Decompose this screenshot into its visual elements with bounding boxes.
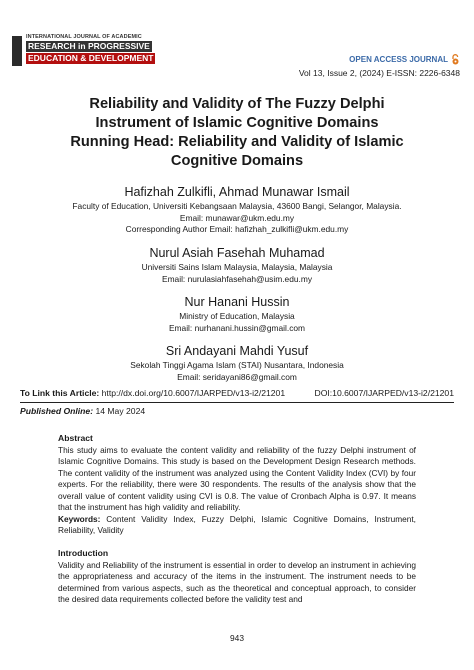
abstract-text: This study aims to evaluate the content validity and reliability of the fuzzy Delphi instrument of Islamic Cognitive Domains. This study is based on the Development Design Research methods. The content validity of the instrument was analyzed using the Content Validity Index (CVI) by four experts. For the reliability, there were 30 respondents. The results of the analysis show that the overall value of content validity using CVI is 0.8. The value of Cronbach Alpha is 0.97. It means that the instrument has high validity and reliability. xyxy=(58,444,416,512)
link-label: To Link this Article: xyxy=(20,388,100,398)
doi[interactable]: DOI:10.6007/IJARPED/v13-i2/21201 xyxy=(314,388,454,398)
author-name: Nurul Asiah Fasehah Muhamad xyxy=(149,246,325,260)
volume-issue: Vol 13, Issue 2, (2024) E-ISSN: 2226-6348 xyxy=(298,68,460,78)
logo-line-2: RESEARCH in PROGRESSIVE xyxy=(28,41,150,51)
email-line: Corresponding Author Email: hafizhah_zulkifli@ukm.edu.my xyxy=(125,224,349,234)
logo-line-3: EDUCATION & DEVELOPMENT xyxy=(28,53,154,63)
logo-bar xyxy=(12,36,22,66)
published-label: Published Online: xyxy=(20,406,94,416)
affiliation-line: Sekolah Tinggi Agama Islam (STAI) Nusantara, Indonesia xyxy=(130,360,344,370)
page-number: 943 xyxy=(230,633,244,643)
title-line: Cognitive Domains xyxy=(170,153,304,169)
email-line: Email: munawar@ukm.edu.my xyxy=(179,212,295,223)
email-line: Email: nurulasiahfasehah@usim.edu.my xyxy=(161,273,313,284)
author-name: Sri Andayani Mahdi Yusuf xyxy=(165,344,309,358)
logo-line-1: INTERNATIONAL JOURNAL OF ACADEMIC xyxy=(26,34,142,40)
published-date: 14 May 2024 xyxy=(95,406,146,416)
article-url[interactable]: http://dx.doi.org/10.6007/IJARPED/v13-i2/21201 xyxy=(101,388,286,398)
open-access-text: OPEN ACCESS JOURNAL xyxy=(349,55,448,64)
abstract-section xyxy=(58,433,416,537)
introduction-text: Validity and Reliability of the instrument is essential in order to develop an instrument in achieving the appropriateness and accuracy of the items in the instrument. The instrument needs to be determined from various aspects, such as the theoretical and conceptual approach, to consider the desired data requirements collected before the validity test and xyxy=(58,559,416,604)
keywords xyxy=(58,514,416,537)
title-line: Running Head: Reliability and Validity of Islamic xyxy=(70,134,404,150)
divider xyxy=(20,402,454,403)
author-affiliation xyxy=(0,360,474,383)
article-links xyxy=(20,388,454,398)
paper-title xyxy=(40,95,434,171)
article-link xyxy=(20,388,285,398)
title-line: Reliability and Validity of The Fuzzy Delphi xyxy=(89,96,385,112)
author-name: Nur Hanani Hussin xyxy=(184,295,290,309)
published-online xyxy=(20,406,145,416)
affiliation-line: Ministry of Education, Malaysia xyxy=(179,311,295,321)
email-line: Email: seridayani86@gmail.com xyxy=(177,371,297,382)
affiliation-line: Universiti Sains Islam Malaysia, Malaysia, Malaysia xyxy=(141,262,333,272)
introduction-section xyxy=(58,548,416,606)
keywords-label: Keywords: xyxy=(58,513,101,524)
open-lock-icon xyxy=(451,54,460,65)
abstract-heading: Abstract xyxy=(58,433,93,443)
author-affiliation xyxy=(0,311,474,334)
open-access-label xyxy=(349,54,460,65)
journal-logo xyxy=(12,34,154,68)
title-line: Instrument of Islamic Cognitive Domains xyxy=(95,115,379,131)
introduction-heading: Introduction xyxy=(58,548,109,558)
email-line: Email: nurhanani.hussin@gmail.com xyxy=(168,322,306,333)
author-affiliation xyxy=(0,262,474,285)
journal-header xyxy=(0,0,474,92)
author-name: Hafizhah Zulkifli, Ahmad Munawar Ismail xyxy=(124,185,350,199)
author-affiliation xyxy=(0,201,474,236)
affiliation-line: Faculty of Education, Universiti Kebangsaan Malaysia, 43600 Bangi, Selangor, Malaysia. xyxy=(72,201,402,211)
keywords-text: Content Validity Index, Fuzzy Delphi, Islamic Cognitive Domains, Instrument, Reliability, Validity xyxy=(58,513,416,535)
